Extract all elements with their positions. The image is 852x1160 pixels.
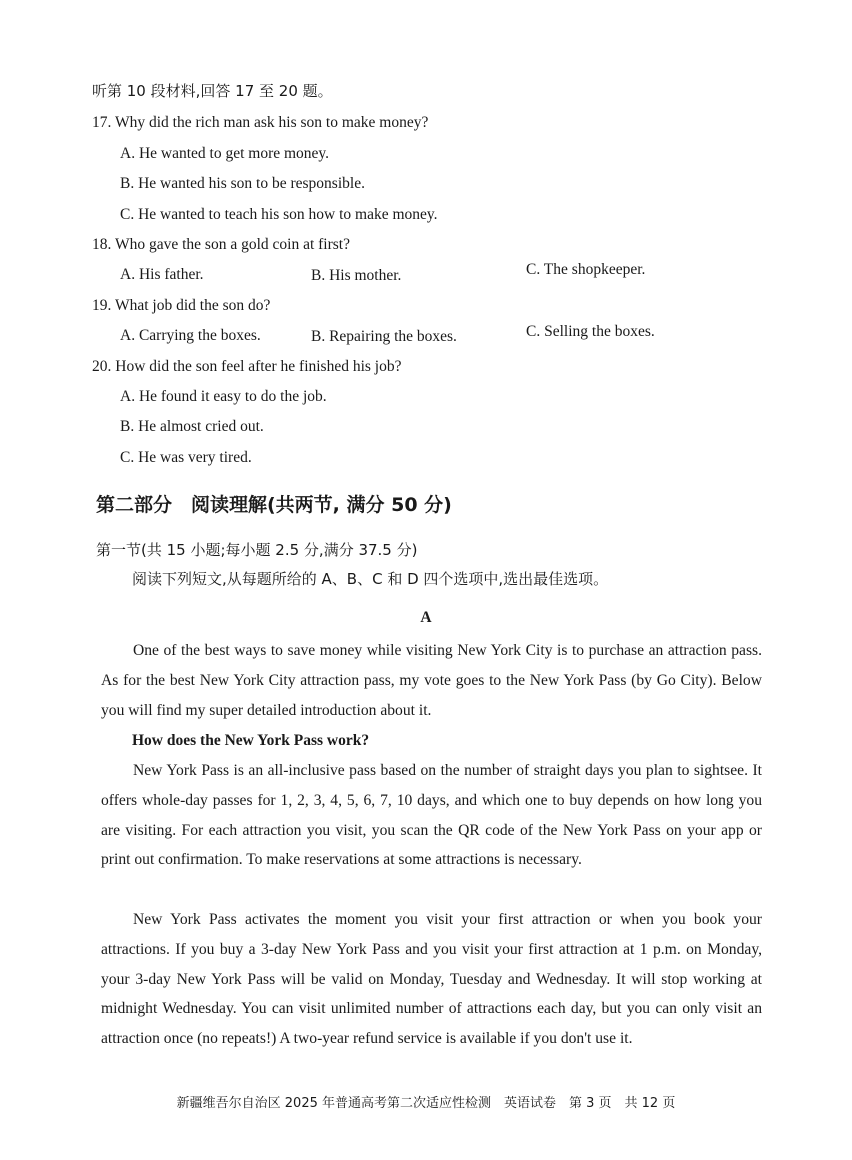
question-17-option-b: B. He wanted his son to be responsible. — [120, 175, 365, 192]
question-17-option-c: C. He wanted to teach his son how to make money. — [120, 206, 438, 223]
question-18-option-a: A. His father. — [120, 266, 204, 283]
reading-instruction: 阅读下列短文,从每题所给的 A、B、C 和 D 四个选项中,选出最佳选项。 — [132, 570, 609, 588]
question-18: 18. Who gave the son a gold coin at first? — [92, 236, 350, 253]
question-19-option-a: A. Carrying the boxes. — [120, 327, 261, 344]
passage-subheading: How does the New York Pass work? — [132, 732, 370, 749]
question-20-option-c: C. He was very tired. — [120, 449, 252, 466]
passage-paragraph-3: New York Pass activates the moment you visit your first attraction or when you book your attractions. If you buy a 3-day New York Pass and you visit your first attraction at 1 p.m. on Monday, your 3-day New York Pass will be valid on Monday, Tuesday and Wednesday. It will stop working at midnight Wednesday. You can visit unlimited number of attractions each day, but you can only visit an attraction once (no repeats!) A two-year refund service is available if you don't use it. — [101, 911, 762, 1048]
question-20-option-a: A. He found it easy to do the job. — [120, 388, 327, 405]
listening-intro: 听第 10 段材料,回答 17 至 20 题。 — [92, 82, 333, 100]
question-17: 17. Why did the rich man ask his son to make money? — [92, 114, 429, 131]
question-17-option-a: A. He wanted to get more money. — [120, 145, 330, 162]
section-one-title: 第一节(共 15 小题;每小题 2.5 分,满分 37.5 分) — [96, 541, 418, 559]
question-18-option-b: B. His mother. — [311, 267, 402, 284]
passage-label: A — [420, 609, 432, 626]
question-20: 20. How did the son feel after he finished his job? — [92, 358, 402, 375]
part-two-title: 第二部分 阅读理解(共两节, 满分 50 分) — [96, 494, 452, 516]
passage-paragraph-1: One of the best ways to save money while visiting New York City is to purchase an attraction pass. As for the best New York City attraction pass, my vote goes to the New York Pass (by Go City). Below you will find my super detailed introduction about it. — [101, 642, 762, 719]
question-19: 19. What job did the son do? — [92, 297, 271, 314]
question-19-option-c: C. Selling the boxes. — [526, 323, 655, 340]
page-footer: 新疆维吾尔自治区 2025 年普通高考第二次适应性检测 英语试卷 第 3 页 共 12 页 — [176, 1096, 676, 1111]
question-20-option-b: B. He almost cried out. — [120, 418, 264, 435]
question-18-option-c: C. The shopkeeper. — [526, 261, 646, 278]
passage-paragraph-2: New York Pass is an all-inclusive pass based on the number of straight days you plan to sightsee. It offers whole-day passes for 1, 2, 3, 4, 5, 6, 7, 10 days, and which one to buy depends on how long you are visiting. For each attraction you visit, you scan the QR code of the New York Pass on your app or print out confirmation. To make reservations at some attractions is necessary. — [101, 762, 762, 869]
question-19-option-b: B. Repairing the boxes. — [311, 328, 457, 345]
